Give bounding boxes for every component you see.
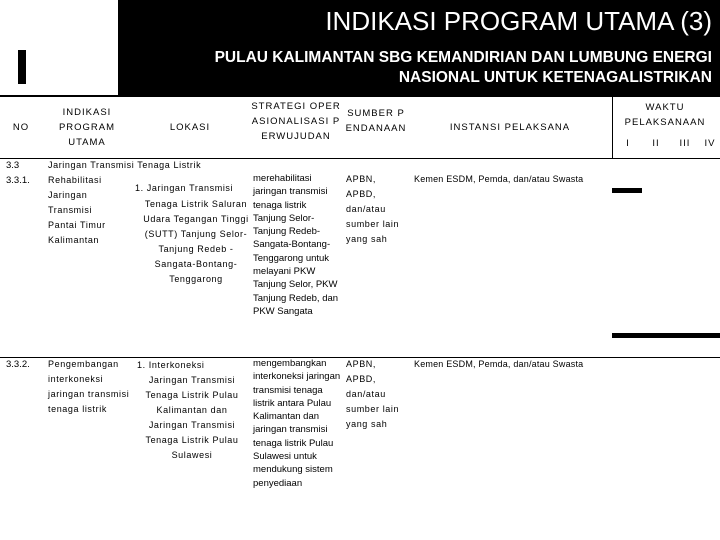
instansi-text: Kemen ESDM, Pemda, dan/atau Swasta [414, 359, 584, 369]
page-subtitle: PULAU KALIMANTAN SBG KEMANDIRIAN DAN LUMBUNG ENERGI NASIONAL UNTUK KETENAGALISTRIKAN [214, 49, 712, 86]
col-header-strategi: STRATEGI OPERASIONALISASI PERWUJUDAN [251, 101, 341, 142]
column-divider [612, 97, 613, 158]
section-title: Jaringan Transmisi Tenaga Listrik [48, 160, 202, 170]
row-number: 3.3.2. [6, 359, 30, 370]
lokasi-text: Jaringan Transmisi Tenaga Listrik Pulau Kalimantan dan Jaringan Transmisi Tenaga Listrik Pulau Sulawesi [145, 375, 239, 460]
page-title: INDIKASI PROGRAM UTAMA (3) [325, 6, 712, 36]
section-number: 3.3 [6, 160, 20, 171]
col-header-no: NO [12, 122, 30, 133]
period-label-3: III [679, 138, 691, 149]
strategi-text: merehabilitasi jaringan transmisi tenaga listrik Tanjung Selor-Tanjung Redeb-Sangata-Bontang-Tenggarong untuk melayani PKW Tanjung Selor, PKW Tanjung Redeb, dan PKW Sangata [253, 173, 339, 317]
lokasi-heading: 1. Jaringan Transmisi [135, 183, 234, 193]
period-label-4: IV [704, 138, 716, 149]
timeline-bar [612, 188, 642, 193]
col-header-instansi: INSTANSI PELAKSANA [449, 122, 571, 133]
period-label-2: II [652, 138, 660, 149]
col-header-indikasi: INDIKASI PROGRAM UTAMA [58, 107, 116, 148]
slide-marker [18, 50, 26, 84]
instansi-text: Kemen ESDM, Pemda, dan/atau Swasta [414, 174, 584, 184]
col-header-lokasi: LOKASI [169, 122, 211, 133]
row-number: 3.3.1. [6, 175, 30, 186]
timeline-bar [612, 333, 720, 338]
lokasi-heading: 1. Interkoneksi [137, 360, 205, 370]
strategi-text: mengembangkan interkoneksi jaringan transmisi tenaga listrik antara Pulau Kalimantan dan jaringan transmisi tenaga listrik Pulau Sulawesi untuk mendukung sistem penyediaan [253, 358, 341, 489]
period-label-1: I [626, 138, 630, 149]
header-banner [118, 0, 720, 95]
sumber-text: APBN, APBD, dan/atau sumber lain yang sah [346, 174, 400, 244]
lokasi-text: Tenaga Listrik Saluran Udara Tegangan Tinggi (SUTT) Tanjung Selor-Tanjung Redeb -Sangata-Bontang-Tenggarong [143, 199, 249, 284]
indikasi-text: Rehabilitasi Jaringan Transmisi Pantai Timur Kalimantan [48, 175, 106, 245]
col-header-sumber: SUMBER PENDANAAN [345, 108, 407, 134]
indikasi-text: Pengembangan interkoneksi jaringan transmisi tenaga listrik [48, 359, 130, 414]
col-header-waktu: WAKTU PELAKSANAAN [624, 102, 706, 128]
sumber-text: APBN, APBD, dan/atau sumber lain yang sah [346, 359, 400, 429]
